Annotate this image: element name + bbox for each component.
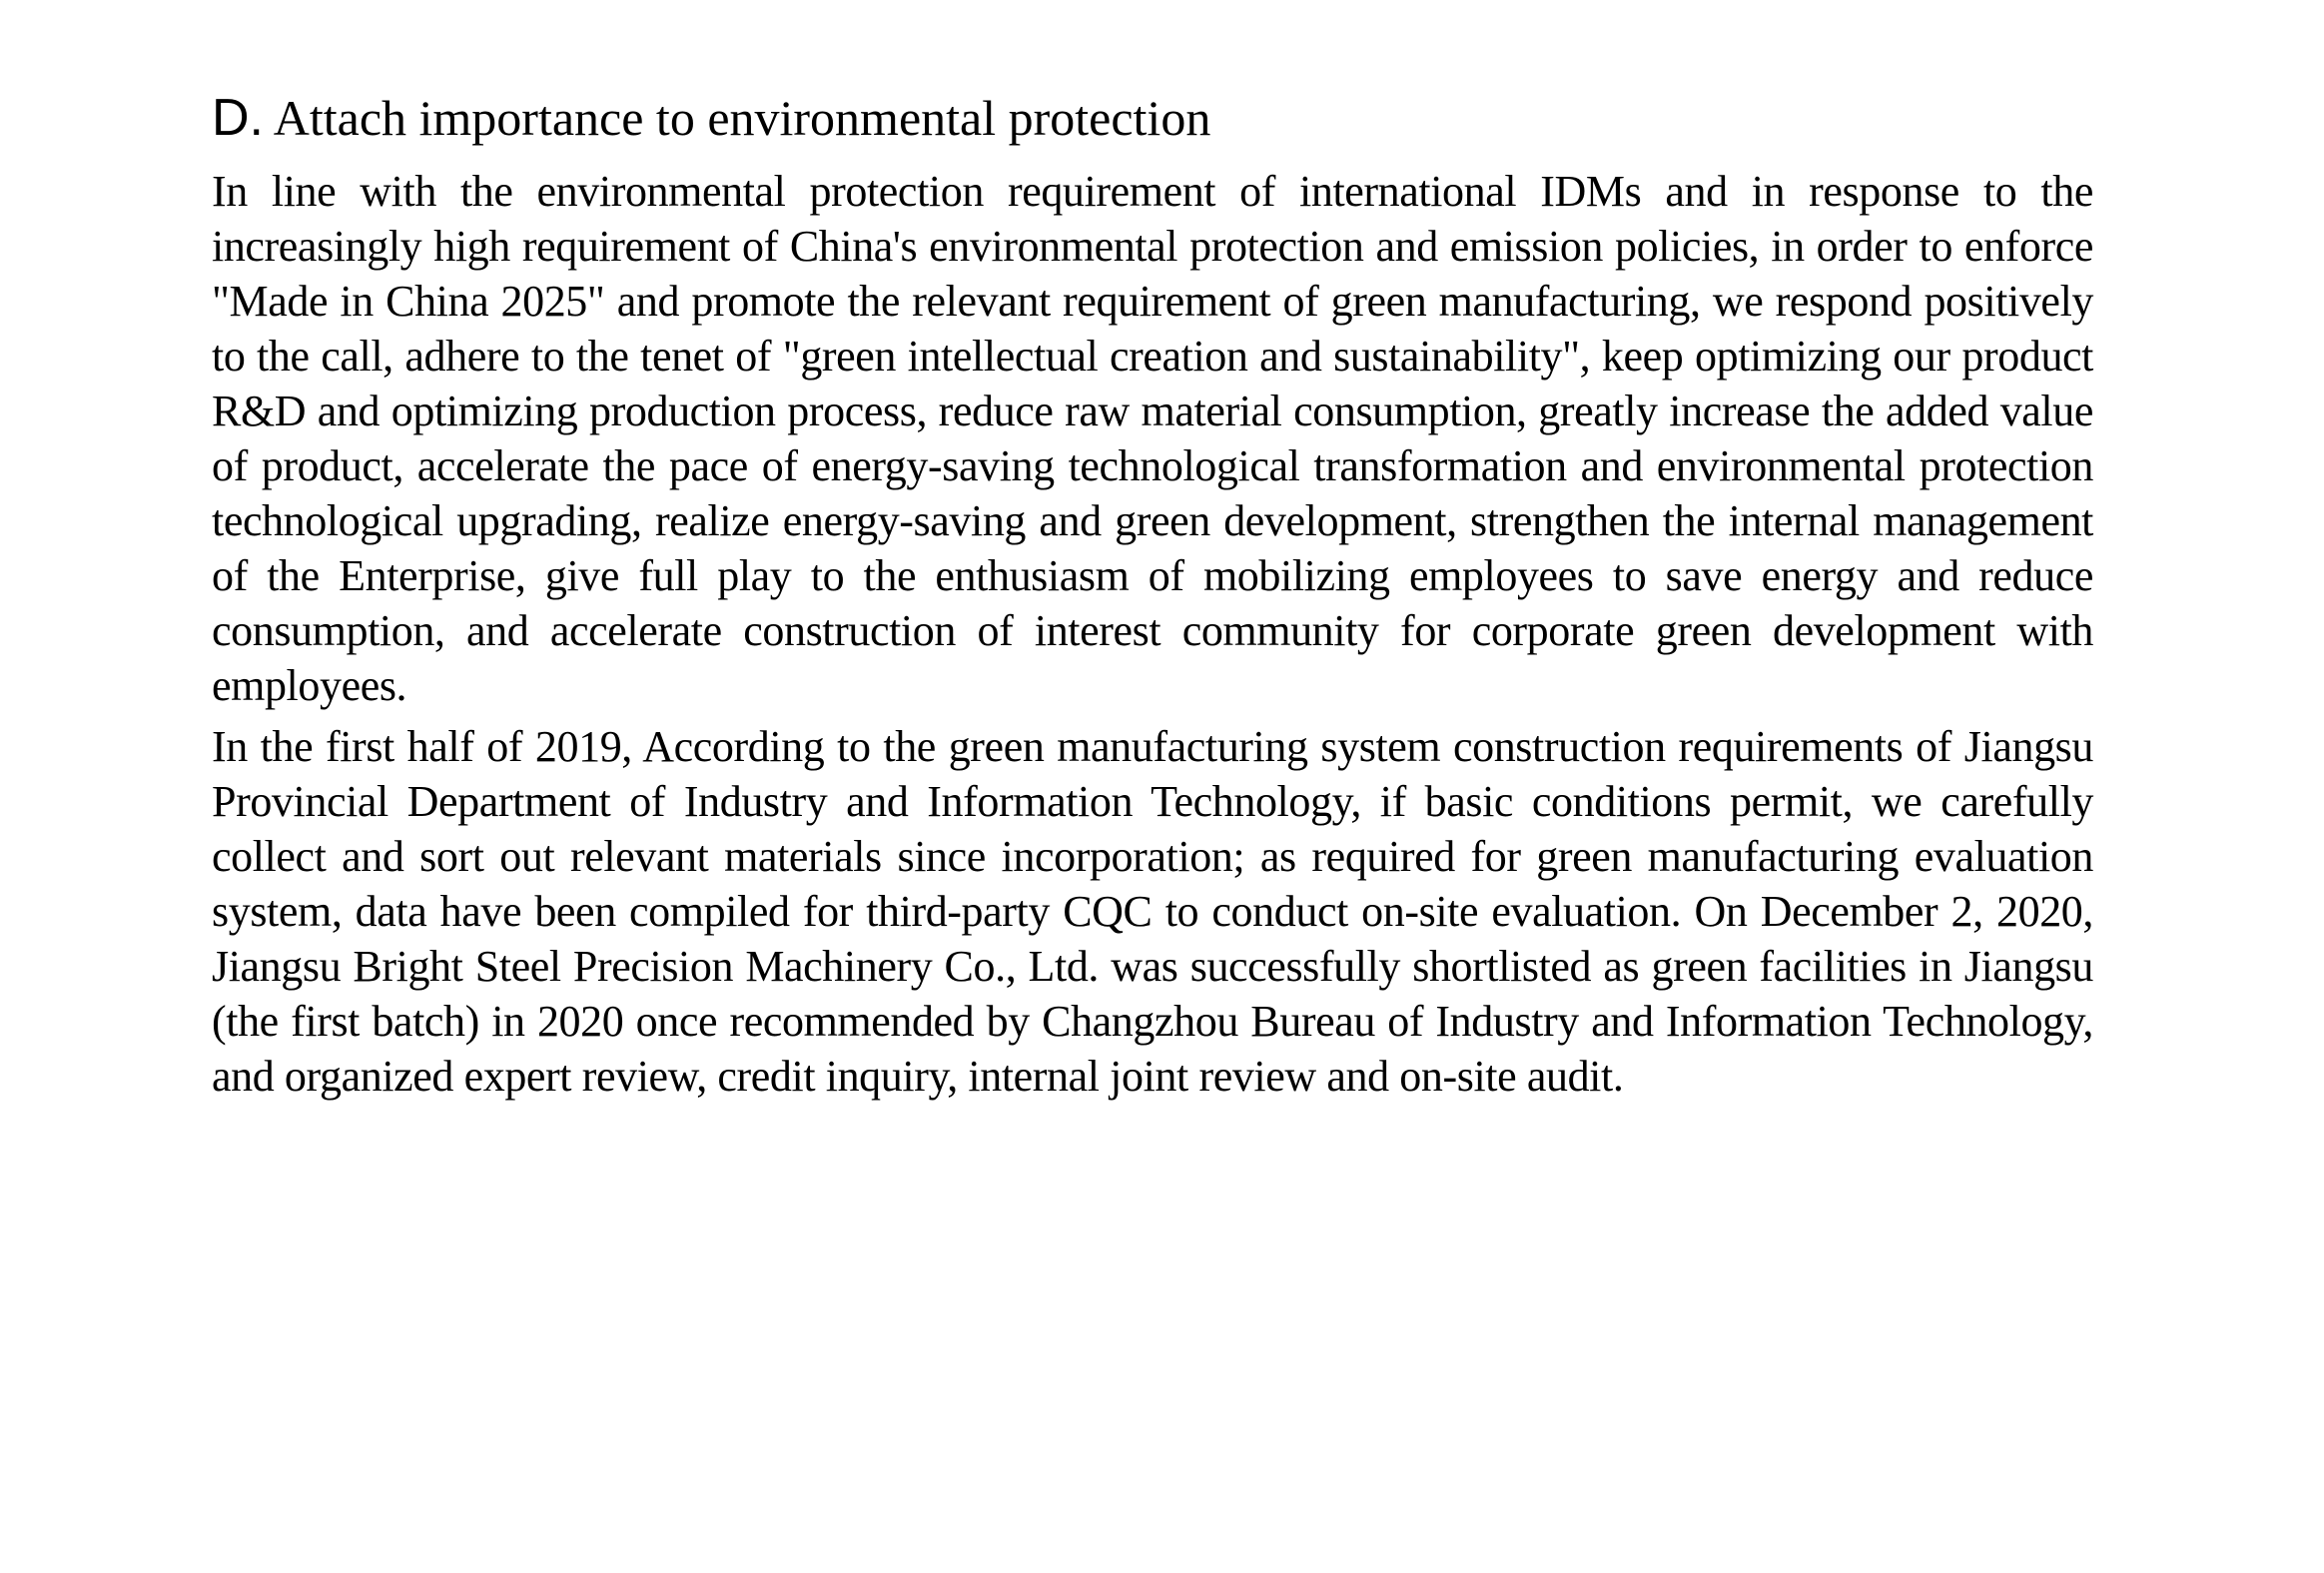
section-heading	[212, 88, 2093, 148]
paragraph-green-manufacturing-evaluation: In the first half of 2019, According to the green manufacturing system construction requirements of Jiangsu Provincial Department of Industry and Information Technology, if basic conditions permit, we carefully collect and sort out relevant materials since incorporation; as required for green manufacturing evaluation system, data have been compiled for third-party CQC to conduct on-site evaluation. On December 2, 2020, Jiangsu Bright Steel Precision Machinery Co., Ltd. was successfully shortlisted as green facilities in Jiangsu (the first batch) in 2020 once recommended by Changzhou Bureau of Industry and Information Technology, and organized expert review, credit inquiry, internal joint review and on-site audit.	[212, 722, 2093, 1101]
section-heading-title: Attach importance to environmental protection	[273, 90, 1211, 146]
document-content	[212, 88, 2093, 1104]
section-heading-letter: D.	[212, 89, 264, 147]
paragraph-environmental-protection: In line with the environmental protection requirement of international IDMs and in response to the increasingly high requirement of China's environmental protection and emission policies, in order to enforce "Made in China 2025" and promote the relevant requirement of green manufacturing, we respond positively to the call, adhere to the tenet of "green intellectual creation and sustainability", keep optimizing our product R&D and optimizing production process, reduce raw material consumption, greatly increase the added value of product, accelerate the pace of energy-saving technological transformation and environmental protection technological upgrading, realize energy-saving and green development, strengthen the internal management of the Enterprise, give full play to the enthusiasm of mobilizing employees to save energy and reduce consumption, and accelerate construction of interest community for corporate green development with employees.	[212, 167, 2093, 710]
